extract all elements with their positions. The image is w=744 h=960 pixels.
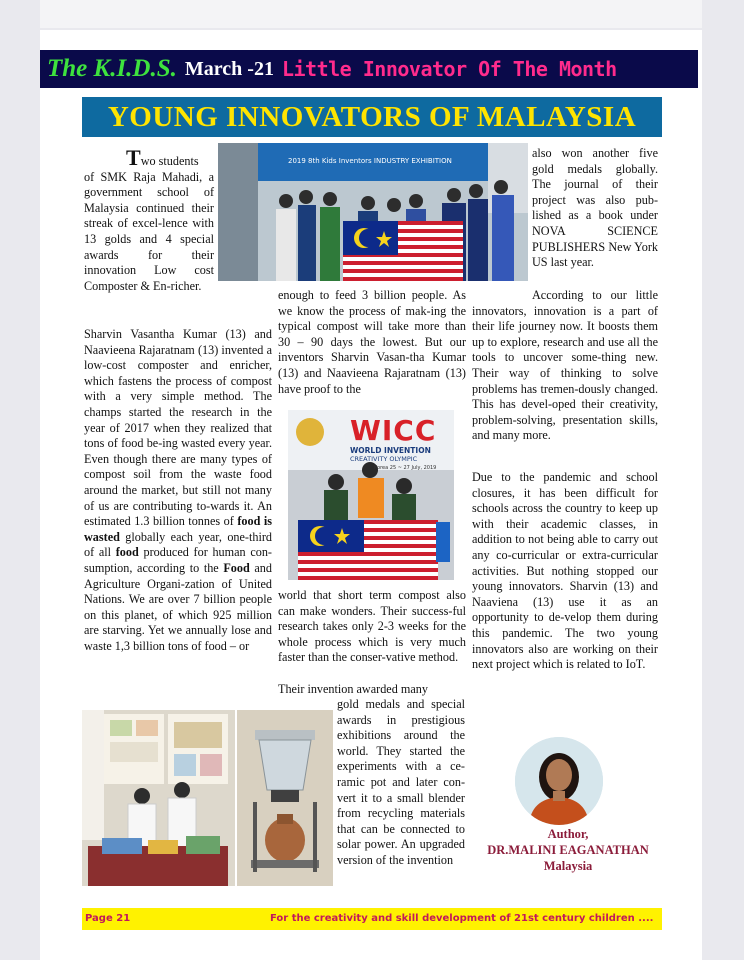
section-title: Little Innovator Of The Month bbox=[281, 57, 617, 81]
right-column-mid bbox=[472, 288, 658, 444]
magazine-banner bbox=[40, 50, 698, 88]
issue-month: March -21 bbox=[184, 57, 274, 80]
drop-cap: T bbox=[126, 145, 141, 170]
top-strip bbox=[40, 0, 702, 28]
intro-first-words: wo students bbox=[140, 154, 199, 168]
middle-column-mid bbox=[278, 588, 466, 666]
right-column-top bbox=[532, 146, 658, 271]
author-label: Author, bbox=[547, 827, 589, 841]
page-number: Page 21 bbox=[85, 913, 131, 924]
author-name: DR.MALINI EAGANATHAN bbox=[487, 843, 649, 857]
wicc-line-2: CREATIVITY OLYMPIC bbox=[350, 455, 418, 463]
bold-food-org: Food bbox=[223, 560, 250, 575]
right-paragraph-3: Due to the pandemic and school closures, it has been difficult for schools across the country to keep up with their academic classes, in addition to not being able to carry out any co-curricular or extra-curricular activities. But nothing stopped our young innovators. Sharvin (13) and Naaviena (13) use it as an opportunity to de-velop them during this pandemic. The two young innovators also are working on their next project which is related to IoT. bbox=[472, 470, 658, 672]
magazine-name: The K.I.D.S. bbox=[47, 55, 177, 82]
photo-composter-device bbox=[237, 710, 333, 886]
middle-paragraph-3: gold medals and special awards in prestigious exhibitions around the world. They started the experiments with a ce-ramic pot and later con-vert it to a small blender from recycling materials that can be connected to solar power. An upgraded version of the invention bbox=[337, 697, 465, 867]
photo-students-poster bbox=[82, 710, 235, 886]
left-paragraph-part-2: globally each year, one-third of all bbox=[84, 529, 272, 560]
left-paragraph-part-4: and Agriculture Organi-zation of United Nations. We are over 7 billion people on this planet, of which 925 million are starving. Yet we annually lose and waste 1,3 billion tons of food – or bbox=[84, 560, 272, 653]
middle-paragraph-1: enough to feed 3 billion people. As we know the process of mak-ing the typical compost will take more than 30 – 90 days the lowest. But our inventors Sharvin Vasan-tha Kumar (13) and Naavieena Rajaratnam (13) have proof to the bbox=[278, 288, 466, 396]
photo-exhibition-banner-text: 2019 8th Kids Inventors INDUSTRY EXHIBITION bbox=[288, 157, 452, 165]
middle-column-top bbox=[278, 288, 466, 397]
article-title-bar bbox=[82, 97, 662, 137]
poster-illustration bbox=[82, 710, 235, 886]
photo-students-with-flags bbox=[218, 143, 528, 281]
wicc-dates: Korea 25 ~ 27 July, 2019 bbox=[374, 465, 437, 471]
photo-wicc-award bbox=[288, 410, 454, 580]
bold-food: food bbox=[115, 545, 139, 560]
right-column-bottom bbox=[472, 470, 658, 673]
author-avatar bbox=[515, 737, 603, 825]
middle-paragraph-2: world that short term compost also can make wonders. Their success-ful research takes only 2-3 weeks for the whole process which is very much faster than the conser-vative method. bbox=[278, 588, 466, 665]
wicc-logo-text: WICC bbox=[350, 414, 437, 447]
author-country: Malaysia bbox=[543, 859, 593, 873]
right-paragraph-1: also won another five gold medals globally. The journal of their project was also pub-lished as a book under NOVA SCIENCE PUBLISHERS New York US last year. bbox=[532, 146, 658, 270]
middle-paragraph-3-start: Their invention awarded many bbox=[278, 682, 428, 696]
author-portrait-illustration bbox=[515, 737, 603, 825]
footer-tagline: For the creativity and skill development of 21st century children .... bbox=[270, 913, 654, 924]
author-credit bbox=[478, 826, 658, 874]
intro-paragraph: of SMK Raja Mahadi, a government school of Malaysia continued their streak of excel-lence with 13 golds and 4 special awards for their innovation Low cost Composter & En-richer. bbox=[84, 169, 214, 293]
article-intro bbox=[84, 145, 214, 294]
left-column-body bbox=[84, 327, 272, 654]
page-footer bbox=[82, 908, 662, 930]
article-title: YOUNG INNOVATORS OF MALAYSIA bbox=[107, 100, 637, 133]
composter-illustration bbox=[237, 710, 333, 886]
right-paragraph-2: According to our little innovators, innovation is a part of their life journey now. It boosts them up to explore, research and use all the tools to uncover some-thing new. Their way of thinking to solve problems has tremen-dously changed. This has devel-oped their creativity, problem-solving, presentation skills, and many more. bbox=[472, 288, 658, 443]
wicc-line-1: WORLD INVENTION bbox=[350, 446, 431, 455]
left-paragraph-part-1: Sharvin Vasantha Kumar (13) and Naavieena Rajaratnam (13) invented a low-cost composter and enricher, which fastens the process of compost with a very simple method. The champs started the research in the year of 2017 when they realized that tons of food be-ing wasted every year. Even though there are many types of compost soil from the waste food around the market, but still not many of us are contributing to-wards it. An estimated 1.3 billion tonnes of bbox=[84, 327, 272, 529]
middle-column-bottom bbox=[337, 697, 465, 869]
left-paragraph-part-3: produced for human con-sumption, according to the bbox=[84, 545, 272, 575]
bold-food-wasted: food is wasted bbox=[84, 514, 272, 544]
middle-column-continue bbox=[278, 682, 466, 698]
